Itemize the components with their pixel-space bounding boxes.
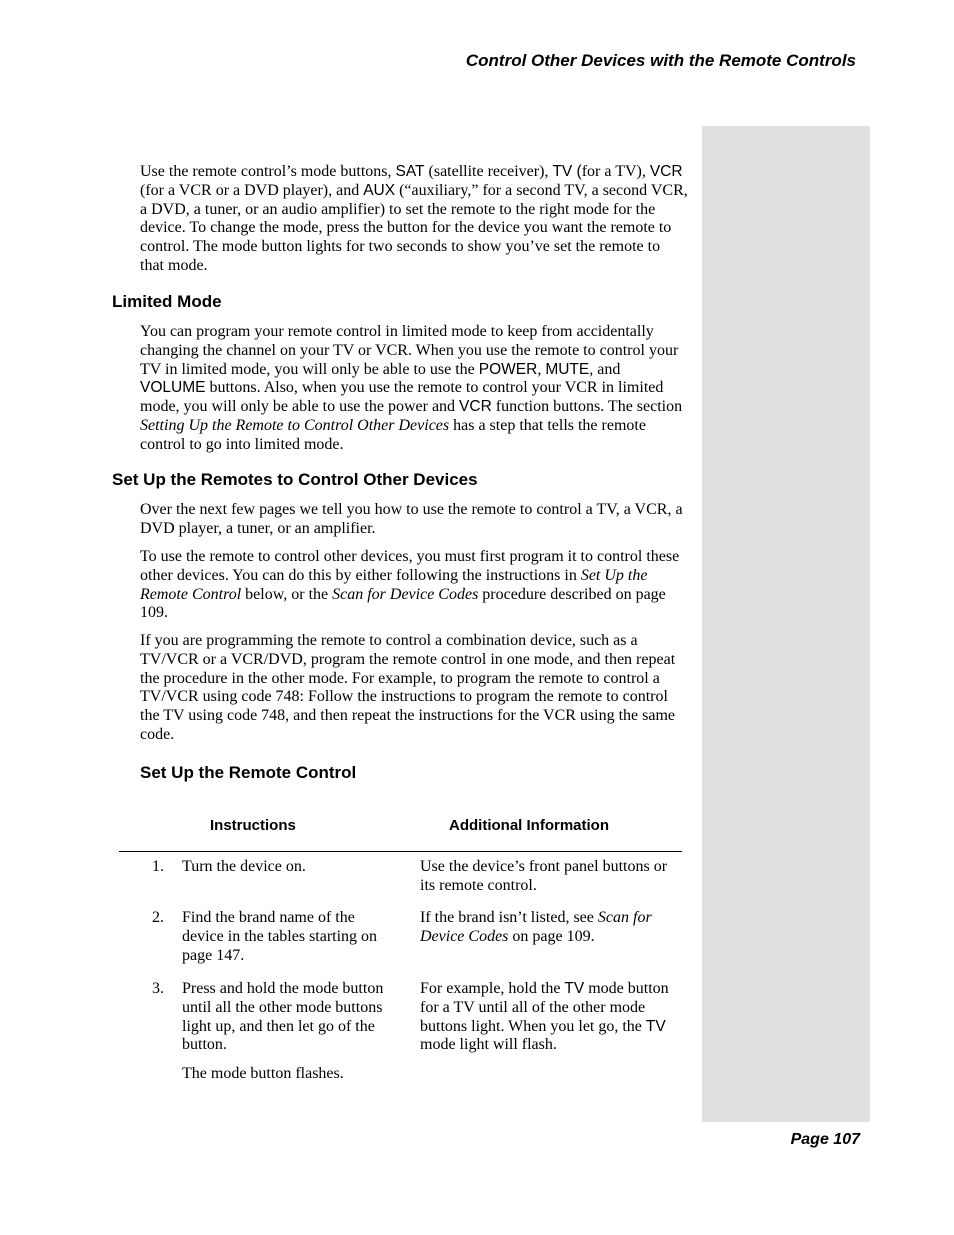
step-note: The mode button flashes. <box>182 1065 344 1082</box>
setup-remote-control-heading: Set Up the Remote Control <box>140 763 357 782</box>
step-instruction: Press and hold the mode button until all the other mode buttons light up, and then let go of the button. <box>182 980 384 1054</box>
intro-paragraph <box>140 163 688 276</box>
section-reference: Scan for Device Codes <box>420 909 652 945</box>
instructions-column-header: Instructions <box>210 817 296 834</box>
power-keyword: POWER <box>478 360 538 378</box>
step-number: 2. <box>152 909 164 926</box>
sat-keyword: SAT <box>395 163 425 180</box>
volume-keyword: VOLUME <box>140 379 206 397</box>
limited-mode-paragraph <box>140 323 688 455</box>
limited-text: buttons. Also, when you use the remote to control your VCR in limited mode, you will only be able to use the power and <box>140 379 664 416</box>
aux-keyword: AUX <box>363 181 396 199</box>
section-reference: Setting Up the Remote to Control Other Devices <box>140 416 450 434</box>
limited-text: function buttons. The section <box>491 398 683 416</box>
info-text: mode button for a TV until all of the other mode buttons light. When you let go, the <box>420 980 669 1035</box>
limited-text: , and <box>589 360 621 378</box>
step-number: 1. <box>152 858 164 875</box>
limited-mode-heading: Limited Mode <box>112 292 222 311</box>
info-text: on page 109. <box>508 927 595 945</box>
setup-paragraph-1: Over the next few pages we tell you how to use the remote to control a TV, a VCR, a DVD player, a tuner, or an amplifier. <box>140 501 683 537</box>
setup-text: To use the remote to control other devices, you must first program it to control these other devices. You can do this by either following the instructions in <box>140 548 680 584</box>
additional-info-column-header: Additional Information <box>449 817 609 834</box>
tv-keyword: TV <box>564 980 585 997</box>
step-info: Use the device’s front panel buttons or its remote control. <box>420 858 668 894</box>
intro-text: Use the remote control’s mode buttons, <box>140 163 396 180</box>
running-header: Control Other Devices with the Remote Controls <box>465 51 856 70</box>
intro-text: (“auxiliary,” for a second TV, a second VCR, a DVD, a tuner, or an audio amplifier) to set the remote to the right mode for the device. To change the mode, press the button for the device you want the remote to control. The mode button lights for two seconds to show you’ve set the remote to that mode. <box>140 181 688 274</box>
setup-text: below, or the <box>241 585 333 603</box>
step-number: 3. <box>152 980 164 997</box>
margin-sidebar <box>702 126 870 1122</box>
step-instruction: Turn the device on. <box>182 858 306 875</box>
vcr-keyword: VCR <box>649 163 683 180</box>
intro-text: for a TV), <box>581 163 650 180</box>
tv-keyword: TV <box>645 1017 666 1035</box>
info-text: mode light will flash. <box>420 1036 557 1054</box>
step-instruction: Find the brand name of the device in the tables starting on page 147. <box>182 909 378 964</box>
step-info <box>420 909 682 947</box>
setup-remotes-heading: Set Up the Remotes to Control Other Devices <box>112 470 478 489</box>
info-text: If the brand isn’t listed, see <box>420 909 598 926</box>
limited-text: You can program your remote control in limited mode to keep from accidentally changing the channel on your TV or VCR. When you use the remote to control your TV in limited mode, you will only be able to use the <box>140 323 679 378</box>
setup-text: procedure described on page 109. <box>140 585 666 622</box>
intro-text: (satellite receiver), <box>424 163 553 180</box>
limited-text: has a step that tells the remote control to go into limited mode. <box>140 416 646 453</box>
intro-text: (for a VCR or a DVD player), and <box>140 181 364 199</box>
section-reference: Scan for Device Codes <box>332 585 479 603</box>
step-info <box>420 980 682 1055</box>
mute-keyword: MUTE <box>545 360 590 378</box>
tv-keyword: TV ( <box>552 163 582 180</box>
limited-text: , <box>537 360 546 378</box>
page-number: Page 107 <box>790 1131 860 1148</box>
table-divider <box>119 851 682 852</box>
vcr-keyword: VCR <box>459 398 492 416</box>
section-reference: Set Up the Remote Control <box>140 566 648 603</box>
info-text: For example, hold the <box>420 980 565 997</box>
setup-paragraph-3: If you are programming the remote to control a combination device, such as a TV/VCR or a VCR/DVD, program the remote control in one mode, and then repeat the procedure in the other mode. For example, to program the remote to control a TV/VCR using code 748: Follow the instructions to program the remote to control the TV using code 748, and then repeat the instructions for the VCR using the same code. <box>140 632 676 743</box>
setup-paragraph-2 <box>140 548 688 623</box>
